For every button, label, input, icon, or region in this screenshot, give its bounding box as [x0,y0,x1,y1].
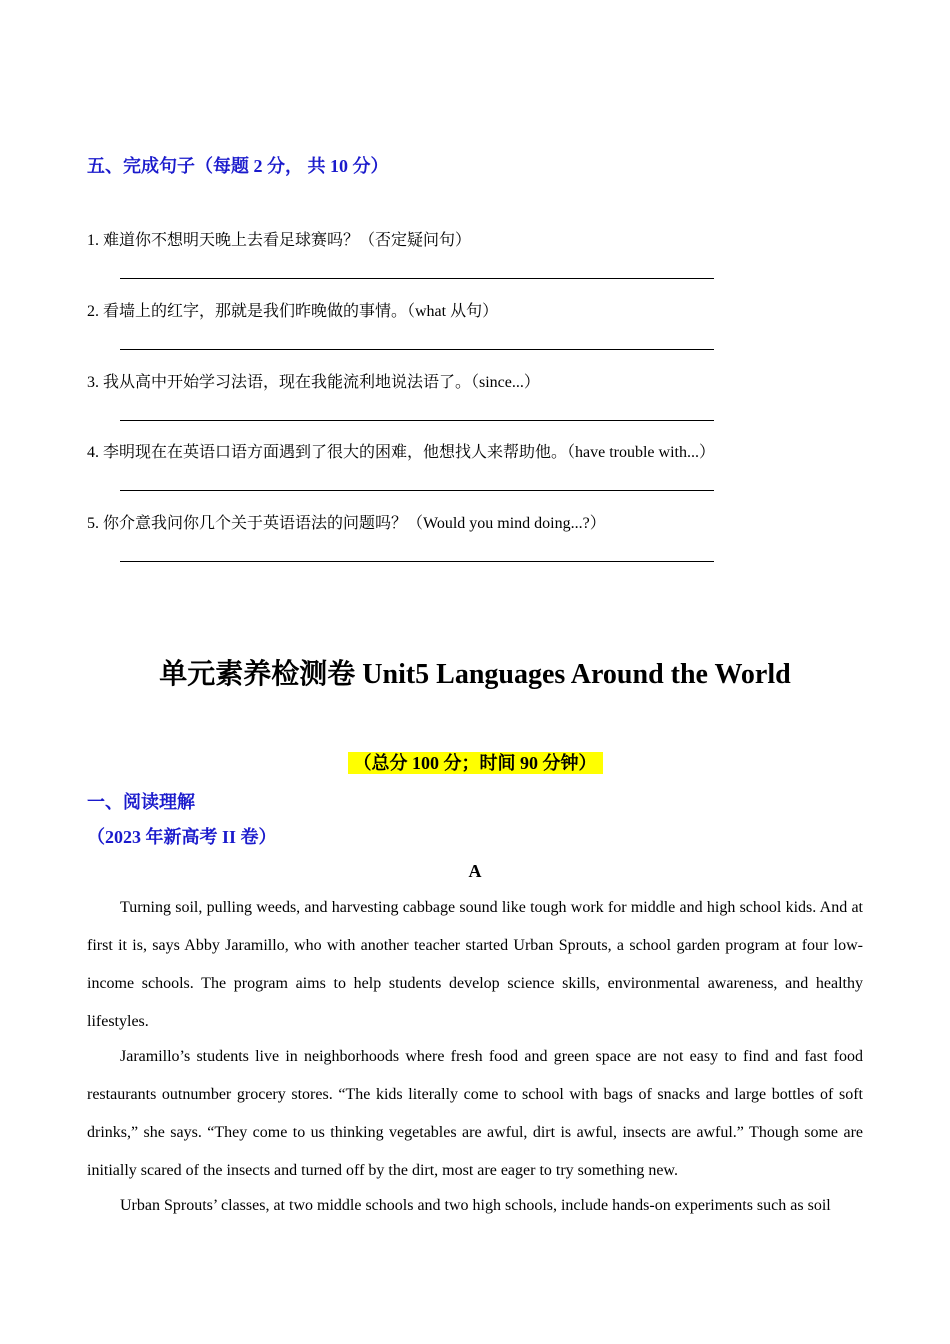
exam-info-highlight: （总分 100 分；时间 90 分钟） [348,752,603,774]
question-3: 3. 我从高中开始学习法语，现在我能流利地说法语了。（since...） [87,374,540,391]
source-label: （2023 年新高考 II 卷） [87,827,277,847]
question-4: 4. 李明现在在英语口语方面遇到了很大的困难，他想找人来帮助他。（have trouble with...） [87,444,715,461]
paragraph-1: Turning soil, pulling weeds, and harvesting cabbage sound like tough work for middle and high school kids. And at first it is, says Abby Jaramillo, who with another teacher started Urban Sprouts, a school garden program at four low-income schools. The program aims to help students develop science skills, environmental awareness, and healthy lifestyles. [87,899,863,1030]
answer-line-5 [120,561,714,562]
answer-line-1 [120,278,714,279]
unit-title: 单元素养检测卷 Unit5 Languages Around the World [159,659,791,690]
question-2: 2. 看墙上的红字，那就是我们昨晚做的事情。（what 从句） [87,303,499,320]
question-5: 5. 你介意我问你几个关于英语语法的问题吗？（Would you mind doing...?） [87,515,606,532]
answer-line-2 [120,349,714,350]
question-1: 1. 难道你不想明天晚上去看足球赛吗？（否定疑问句） [87,232,472,249]
section-heading: 五、完成句子（每题 2 分， 共 10 分） [87,156,389,176]
answer-line-4 [120,490,714,491]
passage-label: A [468,861,482,881]
paragraph-3: Urban Sprouts’ classes, at two middle schools and two high schools, include hands-on experiments such as soil [120,1197,831,1214]
paragraph-2: Jaramillo’s students live in neighborhoods where fresh food and green space are not easy to find and fast food restaurants outnumber grocery stores. “The kids literally come to school with bags of snacks and large bottles of soft drinks,” she says. “They come to us thinking vegetables are awful, dirt is awful, insects are awful.” Though some are initially scared of the insects and turned off by the dirt, most are eager to try something new. [87,1048,863,1179]
part-heading: 一、阅读理解 [87,792,195,812]
answer-line-3 [120,420,714,421]
exam-info [0,749,950,775]
